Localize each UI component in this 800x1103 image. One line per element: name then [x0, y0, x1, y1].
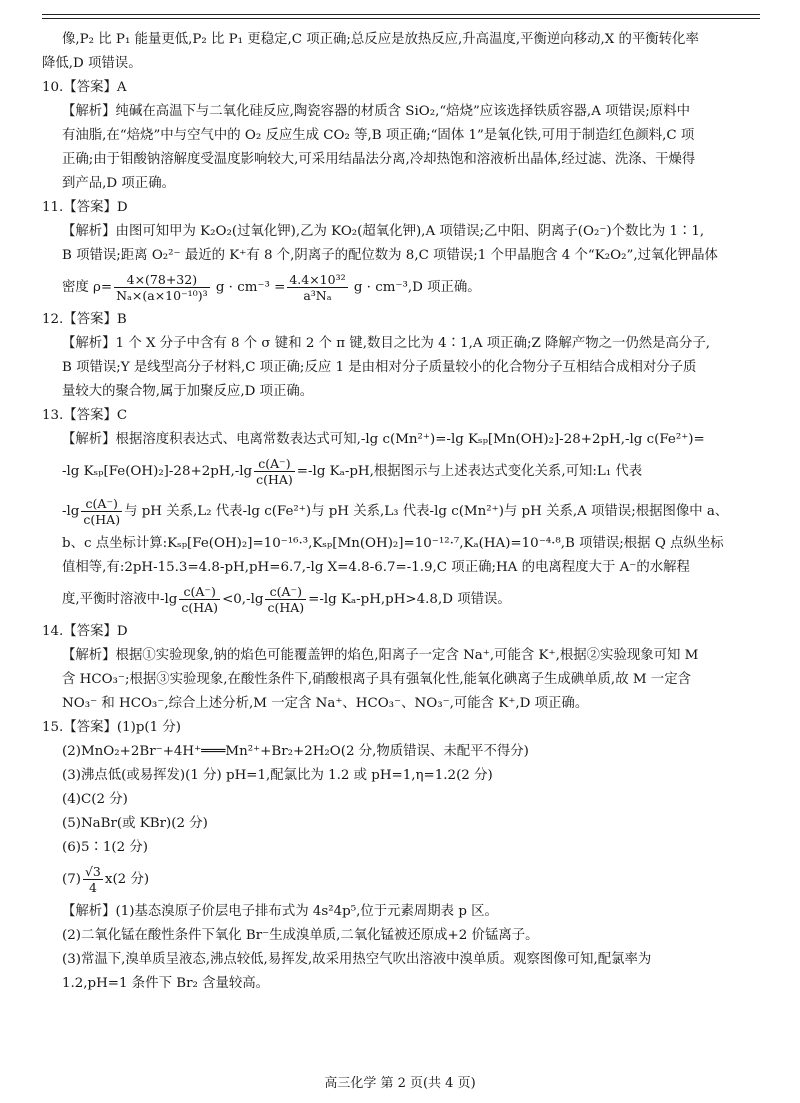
formula-text: g · cm⁻³,D 项正确。: [349, 280, 481, 295]
fraction: [254, 456, 295, 487]
text-line: 【解析】1 个 X 分子中含有 8 个 σ 键和 2 个 π 键,数目之比为 4∶1,A 项正确;Z 降解产物之一仍然是高分子,: [62, 336, 710, 351]
formula-text: 与 pH 关系,L₂ 代表-lg c(Fe²⁺)与 pH 关系,L₃ 代表-lg c(Mn²⁺)与 pH 关系,A 项错误;根据图像中 a、: [124, 504, 729, 519]
text-line: NO₃⁻ 和 HCO₃⁻,综合上述分析,M 一定含 Na⁺、HCO₃⁻、NO₃⁻,可能含 K⁺,D 项正确。: [62, 696, 589, 711]
formula-text: (7): [62, 872, 81, 887]
fraction-numerator: 4.4×10³²: [289, 272, 346, 287]
text-line: 有油脂,在“焙烧”中与空气中的 O₂ 反应生成 CO₂ 等,B 项正确;“固体 1”是氧化铁,可用于制造红色颜料,C 项: [62, 128, 695, 143]
text-line: 降低,D 项错误。: [42, 56, 142, 71]
formula-text: =-lg Kₐ-pH,pH>4.8,D 项错误。: [308, 592, 511, 607]
answer-heading: 15.【答案】(1)p(1 分): [42, 720, 182, 735]
formula-line: [42, 580, 764, 620]
text-line: 量较大的聚合物,属于加聚反应,D 项正确。: [62, 384, 314, 399]
fraction-numerator: 4×(78+32): [114, 272, 209, 288]
fraction-denominator: c(HA): [267, 600, 305, 615]
text-line: b、c 点坐标计算:Kₛₚ[Fe(OH)₂]=10⁻¹⁶·³,Kₛₚ[Mn(OH)₂]=10⁻¹²·⁷,Kₐ(HA)=10⁻⁴·⁸,B 项错误;根据 Q 点纵坐标: [62, 536, 724, 551]
text-line: 【解析】(1)基态溴原子价层电子排布式为 4s²4p⁵,位于元素周期表 p 区。: [62, 904, 498, 919]
formula-line: [42, 452, 764, 492]
formula-text: 度,平衡时溶液中-lg: [62, 592, 178, 607]
formula-line: [42, 492, 764, 532]
fraction: [287, 272, 347, 303]
text-line: 【解析】纯碱在高温下与二氧化硅反应,陶瓷容器的材质含 SiO₂,“焙烧”应该选择铁质容器,A 项错误;原料中: [62, 104, 690, 119]
formula-text: -lg: [62, 504, 80, 519]
header-rule-thin: [42, 18, 760, 19]
fraction-numerator: c(A⁻): [81, 496, 122, 512]
fraction: [81, 496, 122, 527]
text-line: 【解析】由图可知甲为 K₂O₂(过氧化钾),乙为 KO₂(超氧化钾),A 项错误;乙中阳、阴离子(O₂⁻)个数比为 1∶1,: [62, 224, 705, 239]
formula-text: <0,-lg: [222, 592, 264, 607]
fraction: [265, 584, 306, 615]
header-rule-thick: [42, 14, 760, 15]
formula-text: 密度 ρ=: [62, 280, 113, 295]
answer-heading: 11.【答案】D: [42, 200, 128, 215]
text-line: (3)常温下,溴单质呈液态,沸点较低,易挥发,故采用热空气吹出溶液中溴单质。观察图像可知,配氯率为: [62, 952, 652, 967]
fraction: [179, 584, 220, 615]
fraction: [83, 864, 103, 895]
text-line: (6)5∶1(2 分): [62, 840, 149, 855]
text-line: (5)NaBr(或 KBr)(2 分): [62, 816, 208, 831]
formula-text: x(2 分): [104, 872, 150, 887]
answer-heading: 12.【答案】B: [42, 312, 127, 327]
text-line: (4)C(2 分): [62, 792, 128, 807]
fraction: [114, 272, 209, 303]
fraction-denominator: Nₐ×(a×10⁻¹⁰)³: [116, 288, 208, 303]
fraction-numerator: c(A⁻): [179, 584, 220, 600]
text-line: 【解析】根据溶度积表达式、电离常数表达式可知,-lg c(Mn²⁺)=-lg Kₛₚ[Mn(OH)₂]-28+2pH,-lg c(Fe²⁺)=: [62, 432, 705, 447]
fraction-numerator: c(A⁻): [254, 456, 295, 472]
answer-heading: 10.【答案】A: [42, 80, 127, 95]
text-line: 像,P₂ 比 P₁ 能量更低,P₂ 比 P₁ 更稳定,C 项正确;总反应是放热反应,升高温度,平衡逆向移动,X 的平衡转化率: [62, 32, 699, 47]
fraction-denominator: 4: [88, 880, 97, 895]
fraction-denominator: c(HA): [83, 512, 121, 527]
formula-text: g · cm⁻³ =: [211, 280, 286, 295]
fraction-denominator: c(HA): [181, 600, 219, 615]
density-formula: [42, 268, 764, 308]
formula-text: -lg Kₛₚ[Fe(OH)₂]-28+2pH,-lg: [62, 464, 253, 479]
formula-text: =-lg Kₐ-pH,根据图示与上述表达式变化关系,可知:L₁ 代表: [296, 464, 643, 479]
fraction-denominator: c(HA): [256, 472, 293, 487]
page-content: [42, 28, 764, 996]
text-line: (2)二氧化锰在酸性条件下氧化 Br⁻生成溴单质,二氧化锰被还原成+2 价锰离子。: [62, 928, 539, 943]
text-line: B 项错误;距离 O₂²⁻ 最近的 K⁺有 8 个,阴离子的配位数为 8,C 项错误;1 个甲晶胞含 4 个“K₂O₂”,过氧化钾晶体: [62, 248, 718, 263]
text-line: 1.2,pH=1 条件下 Br₂ 含量较高。: [62, 976, 270, 991]
text-line: 【解析】根据①实验现象,钠的焰色可能覆盖钾的焰色,阳离子一定含 Na⁺,可能含 K⁺,根据②实验现象可知 M: [62, 648, 699, 663]
fraction-numerator: √3: [84, 864, 101, 879]
formula-line: [42, 860, 764, 900]
text-line: 正确;由于钼酸钠溶解度受温度影响较大,可采用结晶法分离,冷却热饱和溶液析出晶体,经过滤、洗涤、干燥得: [62, 152, 696, 167]
answer-heading: 13.【答案】C: [42, 408, 128, 423]
fraction-denominator: a³Nₐ: [303, 288, 332, 303]
text-line: B 项错误;Y 是线型高分子材料,C 项正确;反应 1 是由相对分子质量较小的化合物分子互相结合成相对分子质: [62, 360, 697, 375]
text-line: 含 HCO₃⁻;根据③实验现象,在酸性条件下,硝酸根离子具有强氧化性,能氧化碘离子生成碘单质,故 M 一定含: [62, 672, 691, 687]
text-line: 值相等,有:2pH-15.3=4.8-pH,pH=6.7,-lg X=4.8-6.7=-1.9,C 项正确;HA 的电离程度大于 A⁻的水解程: [62, 560, 690, 575]
text-line: (2)MnO₂+2Br⁻+4H⁺═══Mn²⁺+Br₂+2H₂O(2 分,物质错误、未配平不得分): [62, 744, 529, 759]
answer-heading: 14.【答案】D: [42, 624, 128, 639]
text-line: (3)沸点低(或易挥发)(1 分) pH=1,配氯比为 1.2 或 pH=1,η=1.2(2 分): [62, 768, 493, 783]
text-line: 到产品,D 项正确。: [62, 176, 175, 191]
fraction-numerator: c(A⁻): [265, 584, 306, 600]
page-footer: 高三化学 第 2 页(共 4 页): [324, 1076, 476, 1091]
